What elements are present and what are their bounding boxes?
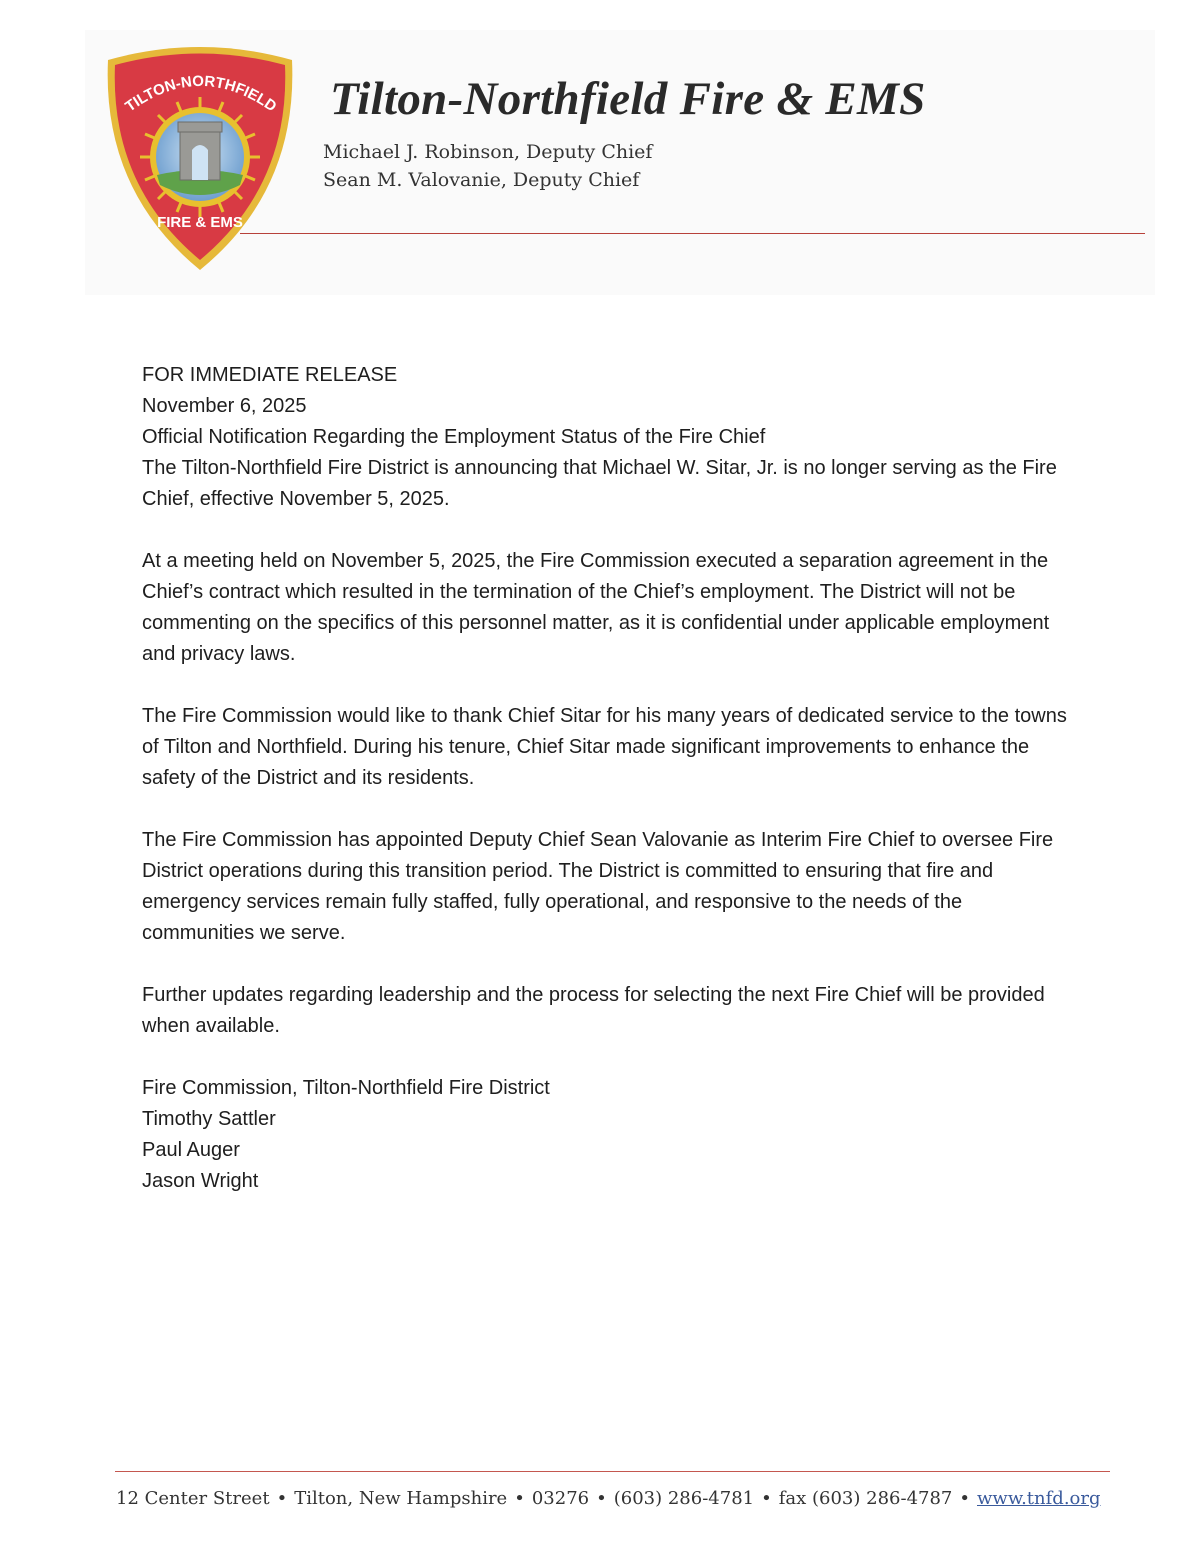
release-date: November 6, 2025 — [142, 395, 307, 417]
letter-body — [142, 360, 1072, 1197]
paragraph-announcement: The Tilton-Northfield Fire District is announcing that Michael W. Sitar, Jr. is no longer serving as the Fire Chief, effective November 5, 2025. — [142, 457, 1057, 510]
logo-top-text: TILTON-NORTHFIELD — [122, 72, 280, 116]
footer-separator: • — [276, 1488, 288, 1509]
footer-divider — [115, 1471, 1110, 1472]
organization-title: Tilton-Northfield Fire & EMS — [330, 73, 926, 125]
subject-line: Official Notification Regarding the Employment Status of the Fire Chief — [142, 426, 766, 448]
deputy-chief-2: Sean M. Valovanie, Deputy Chief — [323, 169, 640, 191]
footer-contact — [116, 1488, 1156, 1509]
deputy-chief-1: Michael J. Robinson, Deputy Chief — [323, 141, 653, 163]
signatory-name: Paul Auger — [142, 1139, 240, 1161]
signatory-name: Jason Wright — [142, 1170, 259, 1192]
footer-street: 12 Center Street — [116, 1488, 270, 1509]
footer-separator: • — [514, 1488, 525, 1509]
paragraph-interim-chief: The Fire Commission has appointed Deputy Chief Sean Valovanie as Interim Fire Chief to oversee Fire District operations during this transition period. The District is committed to ensuring that fire and emergency services remain fully staffed, fully operational, and responsive to the needs of the communities we serve. — [142, 829, 1054, 944]
footer-separator: • — [596, 1488, 607, 1509]
footer-separator: • — [959, 1488, 970, 1509]
paragraph-meeting: At a meeting held on November 5, 2025, the Fire Commission executed a separation agreement in the Chief’s contract which resulted in the termination of the Chief’s employment. The District will not be commenting on the specifics of this personnel matter, as it is confidential under applicable employment and privacy laws. — [142, 550, 1050, 665]
footer-city: Tilton, New Hampshire — [294, 1488, 508, 1509]
signatory-name: Timothy Sattler — [142, 1108, 276, 1130]
paragraph-updates: Further updates regarding leadership and the process for selecting the next Fire Chief will be provided when available. — [142, 984, 1045, 1037]
website-link[interactable]: www.tnfd.org — [977, 1488, 1101, 1509]
logo-bottom-text: FIRE & EMS — [157, 214, 243, 231]
footer-phone: (603) 286-4781 — [613, 1488, 755, 1509]
release-heading: FOR IMMEDIATE RELEASE — [142, 364, 398, 386]
footer-separator: • — [761, 1488, 772, 1509]
signoff: Fire Commission, Tilton-Northfield Fire District — [142, 1077, 550, 1099]
footer-fax: fax (603) 286-4787 — [778, 1488, 953, 1509]
letterhead-divider — [240, 233, 1145, 234]
fire-department-shield-logo — [100, 40, 300, 275]
paragraph-thanks: The Fire Commission would like to thank Chief Sitar for his many years of dedicated service to the towns of Tilton and Northfield. During his tenure, Chief Sitar made significant improvements to enhance the safety of the District and its residents. — [142, 705, 1067, 789]
footer-zip: 03276 — [531, 1488, 590, 1509]
